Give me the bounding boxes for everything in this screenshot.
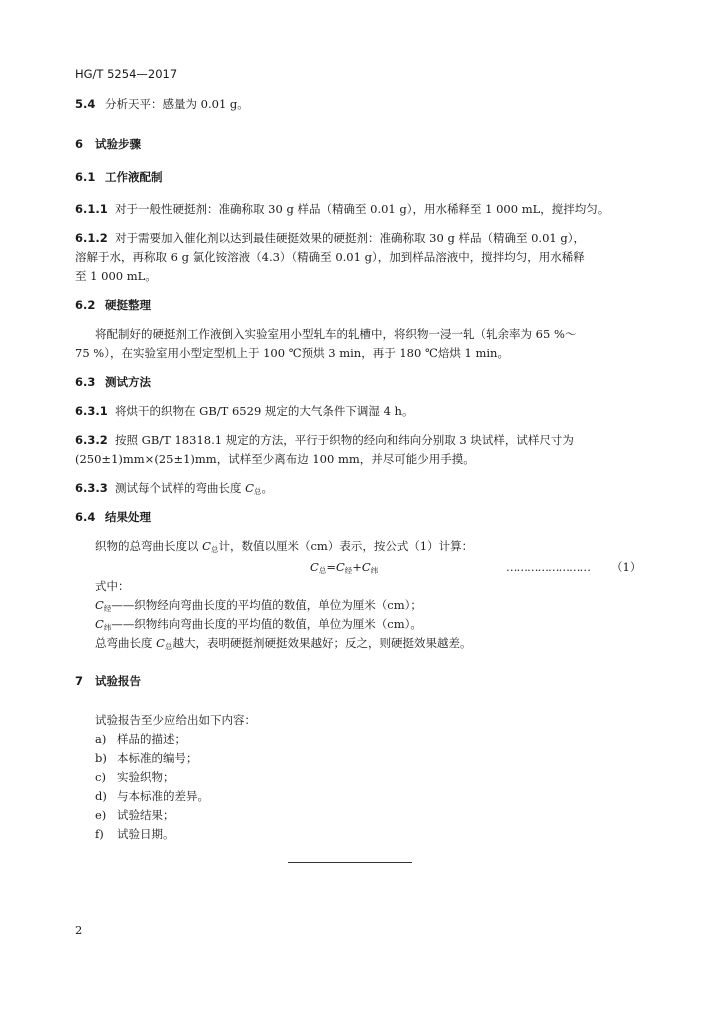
formula-leader-dots: …………………… [506,560,590,574]
paragraph-line: 将配制好的硬挺剂工作液倒入实验室用小型轧车的轧槽中，将织物一浸一轧（轧余率为 65 %～ [95,327,577,341]
page-number: 2 [75,923,83,937]
clause-6-4-heading [75,509,151,525]
clause-number: 6.1 [75,170,96,184]
list-label: e) [95,808,107,822]
standard-number: HG/T 5254—2017 [75,67,178,81]
clause-6-1-2 [75,230,585,246]
list-label: f) [95,827,104,841]
section-title: 试验步骤 [95,137,141,151]
paragraph-line: 75 %），在实验室用小型定型机上于 100 ℃预烘 3 min，再于 180 ℃焙烘 1 min。 [75,346,509,360]
clause-5-4 [75,96,249,112]
equals-sign: = [326,560,336,574]
intro-line [95,538,473,554]
subscript: 经 [103,604,112,613]
formula [310,559,378,575]
formula-label: （1） [611,560,642,574]
clause-text-line: 溶解于水，再称取 6 g 氯化铵溶液（4.3）（精确至 0.01 g），加到样品溶液中，搅拌均匀，用水稀释 [75,250,585,264]
definition-text: ——织物经向弯曲长度的平均值的数值，单位为厘米（cm）； [111,598,422,612]
clause-text-line: 对于需要加入催化剂以达到最佳硬挺效果的硬挺剂：准确称取 30 g 样品（精确至 0.01 g）， [115,231,585,245]
list-text: 与本标准的差异。 [117,789,209,803]
report-intro: 试验报告至少应给出如下内容： [95,713,256,727]
clause-6-1-1 [75,201,609,217]
subscript: 总 [318,566,327,575]
clause-number: 5.4 [75,97,96,111]
list-item [95,826,175,842]
list-text: 试验日期。 [117,827,175,841]
clause-title: 硬挺整理 [105,298,151,312]
definition-warp [95,597,422,613]
list-label: a) [95,732,107,746]
symbol-c: C [202,539,211,553]
list-item [95,807,175,823]
clause-text: 分析天平：感量为 0.01 g。 [105,97,249,111]
section-number: 7 [75,674,84,688]
symbol-c: C [95,598,104,612]
plus-sign: + [352,560,362,574]
clause-text: 对于一般性硬挺剂：准确称取 30 g 样品（精确至 0.01 g），用水稀释至 1 000 mL，搅拌均匀。 [115,202,610,216]
clause-text-line: (250±1)mm×(25±1)mm，试样至少离布边 100 mm，并尽可能少用手摸。 [75,452,475,466]
clause-title: 测试方法 [105,375,151,389]
list-label: b) [95,751,107,765]
list-label: d) [95,789,107,803]
list-label: c) [95,770,106,784]
clause-title: 工作液配制 [105,170,163,184]
list-item [95,750,198,766]
clause-number: 6.3.2 [75,433,108,447]
formula-term: C [361,560,371,574]
section-title: 试验报告 [95,674,141,688]
section-6-heading [75,136,141,152]
clause-6-2-heading [75,297,151,313]
clause-number: 6.1.1 [75,202,108,216]
clause-number: 6.2 [75,298,96,312]
clause-text: 测试每个试样的弯曲长度 [115,481,246,495]
clause-number: 6.4 [75,510,96,524]
end-rule [288,862,412,863]
text: 织物的总弯曲长度以 [95,539,203,553]
clause-number: 6.3 [75,375,96,389]
list-item [95,731,186,747]
symbol-c: C [156,636,165,650]
text: 越大，表明硬挺剂硬挺效果越好；反之，则硬挺效果越差。 [172,636,472,650]
definition-text: ——织物纬向弯曲长度的平均值的数值，单位为厘米（cm）。 [111,617,422,631]
clause-number: 6.1.2 [75,231,108,245]
clause-6-1-heading [75,169,163,185]
subscript: 纬 [103,623,112,632]
where-label: 式中： [95,579,130,593]
clause-6-3-heading [75,374,151,390]
formula-lhs: C [310,560,319,574]
formula-term: C [335,560,345,574]
clause-end: 。 [261,481,273,495]
section-7-heading [75,673,141,689]
clause-6-3-2 [75,432,574,448]
symbol-c: C [245,481,254,495]
text: 总弯曲长度 [95,636,157,650]
conclusion-line [95,635,471,651]
clause-title: 结果处理 [105,510,151,524]
section-number: 6 [75,137,84,151]
list-text: 实验织物； [117,770,175,784]
text: 计，数值以厘米（cm）表示，按公式（1）计算： [218,539,474,553]
clause-number: 6.3.1 [75,404,108,418]
list-text: 样品的描述； [117,732,186,746]
clause-text-line: 至 1 000 mL。 [75,269,157,283]
clause-6-3-1 [75,403,413,419]
definition-weft [95,616,422,632]
subscript: 纬 [370,566,379,575]
subscript: 经 [344,566,353,575]
list-item [95,788,209,804]
subscript: 总 [253,487,262,496]
symbol-c: C [95,617,104,631]
subscript: 总 [210,545,219,554]
clause-text: 将烘干的织物在 GB/T 6529 规定的大气条件下调湿 4 h。 [115,404,414,418]
clause-text-line: 按照 GB/T 18318.1 规定的方法，平行于织物的经向和纬向分别取 3 块试样，试样尺寸为 [115,433,574,447]
list-text: 本标准的编号； [117,751,198,765]
list-text: 试验结果； [117,808,175,822]
clause-6-3-3 [75,480,273,496]
subscript: 总 [164,642,173,651]
clause-number: 6.3.3 [75,481,108,495]
list-item [95,769,175,785]
